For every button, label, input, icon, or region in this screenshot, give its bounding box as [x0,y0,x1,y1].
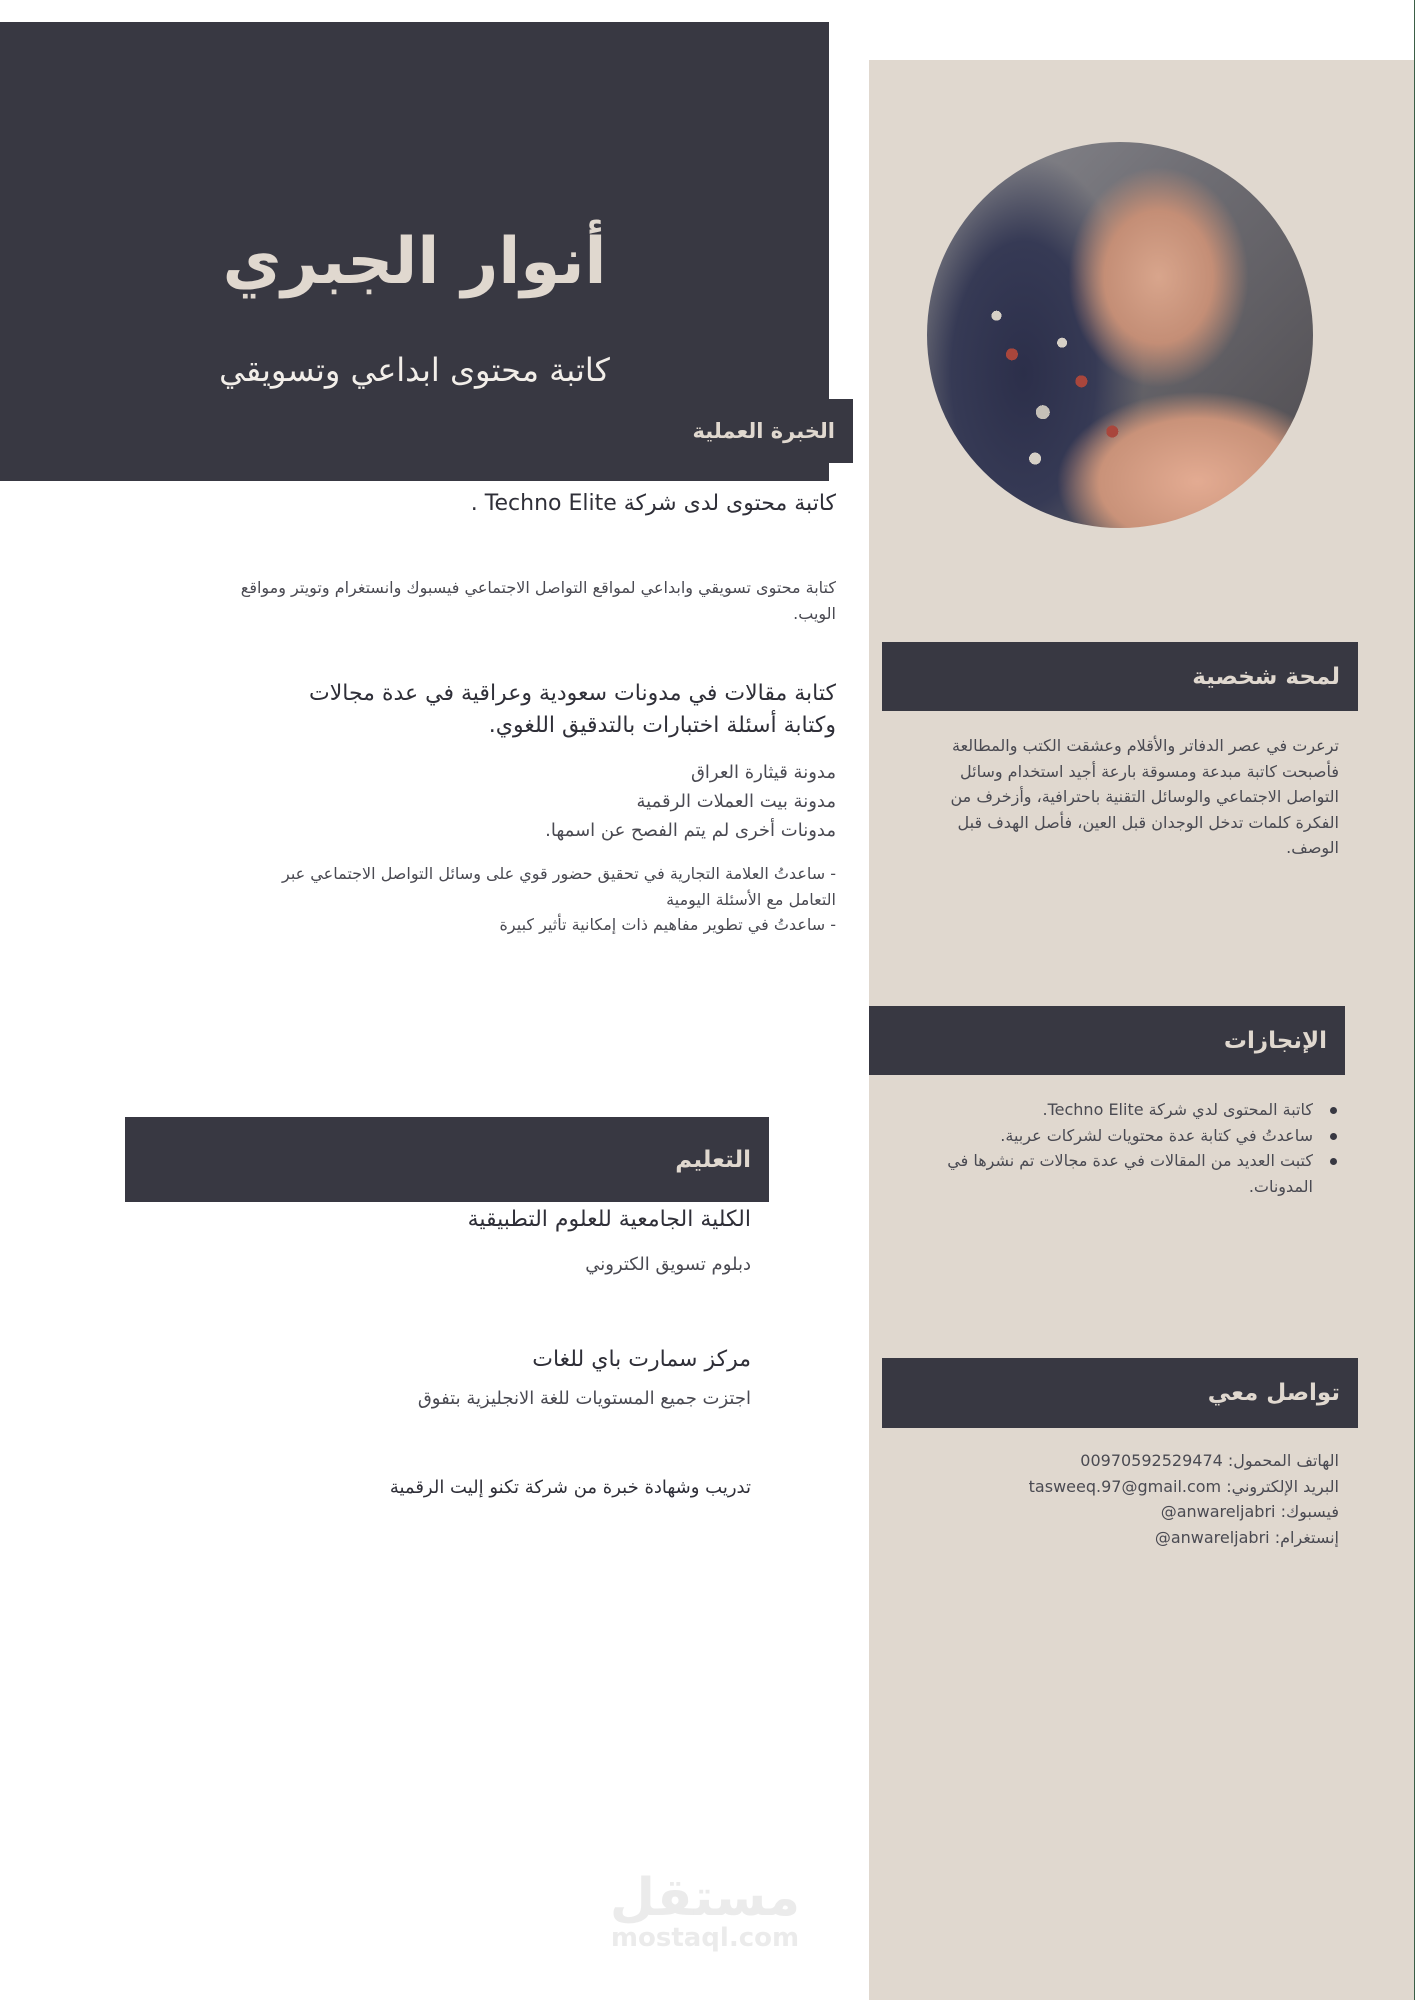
education-section-title: التعليم [675,1146,751,1173]
photo-scarf-pattern [927,142,1313,528]
contact-instagram [879,1525,1339,1551]
blog-item: مدونة بيت العملات الرقمية [636,790,836,812]
bullet-icon [1330,1158,1337,1165]
phone-value[interactable]: 00970592529474 [1080,1451,1223,1470]
experience-description: كتابة محتوى تسويقي وابداعي لمواقع التواصل الاجتماعي فيسبوك وانستغرام وتويتر ومواقع الويب. [240,578,836,623]
achievement-item: كاتبة المحتوى لدي شركة Techno Elite. [879,1097,1339,1123]
achievements-section-header [869,1006,1345,1075]
education-item-subtitle: اجتزت جميع المستويات للغة الانجليزية بتفوق [417,1388,751,1409]
bullet-icon [1330,1107,1337,1114]
articles-heading: كتابة مقالات في مدونات سعودية وعراقية في عدة مجالات وكتابة أسئلة اختبارات بالتدقيق اللغوي. [309,681,836,738]
facebook-value[interactable]: @anwareljabri [1160,1502,1276,1522]
experience-achievement-item: - ساعدتُ في تطوير مفاهيم ذات إمكانية تأثير كبيرة [499,915,836,935]
contact-section-header [882,1358,1358,1428]
watermark-arabic: مستقل [609,1868,801,1928]
mostaql-watermark [600,1868,810,1953]
contact-section-title: تواصل معي [1207,1380,1340,1406]
education-item-subtitle: دبلوم تسويق الكتروني [585,1254,751,1275]
education-item-title: مركز سمارت باي للغات [532,1347,751,1372]
profile-section-title: لمحة شخصية [1192,663,1340,690]
achievements-list [879,1097,1339,1199]
education-section-header [125,1117,769,1202]
education-item-title: الكلية الجامعية للعلوم التطبيقية [467,1207,751,1232]
education-item-title: تدريب وشهادة خبرة من شركة تكنو إليت الرقمية [389,1477,751,1498]
instagram-label: إنستغرام: [1274,1527,1339,1547]
achievement-item: ساعدتُ في كتابة عدة محتويات لشركات عربية. [879,1123,1339,1149]
candidate-name: أنوار الجبري [222,225,607,299]
facebook-label: فيسبوك: [1280,1502,1339,1522]
contact-details [879,1448,1339,1550]
experience-achievement-item: - ساعدتُ العلامة التجارية في تحقيق حضور قوي على وسائل التواصل الاجتماعي عبر التعامل مع الأسئلة اليومية [282,864,836,909]
achievement-item: كتبت العديد من المقالات في عدة مجالات تم نشرها في المدونات. [879,1148,1339,1199]
contact-email [879,1474,1339,1500]
email-value[interactable]: tasweeq.97@gmail.com [1028,1476,1222,1496]
blog-list [276,759,836,845]
watermark-latin: mostaql.com [610,1923,800,1953]
experience-section-header [660,399,853,463]
phone-label: الهاتف المحمول: [1227,1451,1339,1470]
achievements-section-title: الإنجازات [1223,1027,1327,1054]
experience-section-title: الخبرة العملية [692,419,835,443]
blog-item: مدونة قيثارة العراق [690,762,836,783]
experience-achievements [256,861,836,938]
profile-photo [927,142,1313,528]
bullet-icon [1330,1133,1337,1140]
email-label: البريد الإلكتروني: [1226,1476,1339,1496]
contact-phone [879,1448,1339,1474]
experience-role: كاتبة محتوى لدى شركة Techno Elite . [470,491,836,516]
instagram-value[interactable]: @anwareljabri [1154,1527,1270,1547]
profile-section-header [882,642,1358,711]
blog-item: مدونات أخرى لم يتم الفصح عن اسمها. [545,819,836,841]
contact-facebook [879,1499,1339,1525]
job-title: كاتبة محتوى ابداعي وتسويقي [219,351,610,389]
profile-summary: ترعرت في عصر الدفاتر والأقلام وعشقت الكتب والمطالعة فأصبحت كاتبة مبدعة ومسوقة بارعة أجيد استخدام وسائل التواصل الاجتماعي والوسائل التقنية باحترافية، وأزخرف من الفكرة كلمات تدخل الوجدان قبل العين، فأصل الهدف قبل الوصف. [950,736,1339,858]
